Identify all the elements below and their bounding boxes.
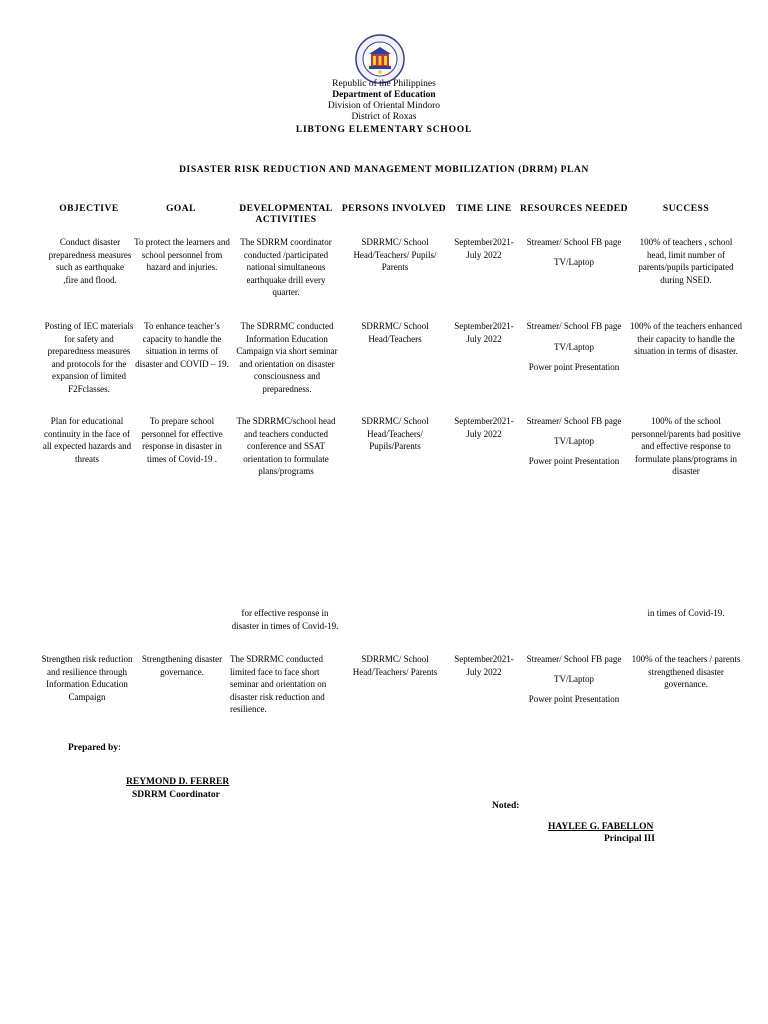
col-success: SUCCESS	[662, 204, 710, 214]
row2-success: 100% of the teachers enhanced their capacity to handle the situation in terms of disaster.	[630, 321, 742, 357]
row4-activities: The SDRRMC conducted limited face to face short seminar and orientation on disaster risk reduction and resilience.	[230, 654, 327, 715]
prepared-by-block	[68, 743, 121, 753]
header-division: Division of Oriental Mindoro	[327, 101, 441, 111]
row1-objective: Conduct disaster preparedness measures such as earthquake ,fire and flood.	[48, 237, 132, 285]
col-timeline: TIME LINE	[456, 204, 512, 214]
row3-resource-2: TV/Laptop	[554, 436, 594, 446]
row3-goal: To prepare school personnel for effective response in disaster in times of Covid-19 .	[141, 416, 223, 464]
row2-activities: The SDRRMC conducted Information Education Campaign via short seminar and orientation on disaster consciousness and preparedness.	[236, 321, 338, 394]
row3-success-continued: in times of Covid-19.	[647, 608, 725, 618]
row2-resource-1: Streamer/ School FB page	[526, 321, 622, 331]
row3-success: 100% of the school personnel/parents had positive and effective response to formulate plans/programs in disaster	[631, 416, 741, 477]
row2-objective: Posting of IEC materials for safety and preparedness measures and protocols for the expansion of limited F2Fclasses.	[44, 321, 134, 394]
row3-activities-continued: for effective response in disaster in times of Covid-19.	[231, 608, 339, 631]
row2-resource-2: TV/Laptop	[554, 342, 594, 352]
row4-persons: SDRRMC/ School Head/Teachers/ Parents	[352, 654, 438, 677]
row3-objective: Plan for educational continuity in the face of all expected hazards and threats	[42, 416, 132, 464]
row1-goal: To protect the learners and school personnel from hazard and injuries.	[134, 237, 230, 273]
noter-role: Principal III	[604, 834, 655, 844]
row4-timeline: September2021- July 2022	[454, 654, 514, 677]
row1-success: 100% of teachers , school head, limit number of parents/pupils participated during NSED.	[638, 237, 734, 285]
row4-goal: Strengthening disaster governance.	[141, 654, 223, 677]
row3-activities: The SDRRMC/school head and teachers conducted conference and SSAT orientation to formulate plans/programs	[236, 416, 336, 477]
prepared-by-label: Prepared by	[68, 743, 119, 753]
header-department: Department of Education	[332, 90, 436, 100]
row4-resource-2: TV/Laptop	[554, 674, 594, 684]
row4-resource-1: Streamer/ School FB page	[526, 654, 622, 664]
row1-activities: The SDRRM coordinator conducted /participated national simultaneous earthquake drill every quarter.	[240, 237, 332, 298]
noted-label: Noted:	[492, 801, 520, 811]
col-goal: GOAL	[166, 204, 196, 214]
prepared-by-colon: :	[118, 743, 121, 753]
noter-name: HAYLEE G. FABELLON	[548, 822, 654, 832]
row3-persons: SDRRMC/ School Head/Teachers/ Pupils/Parents	[361, 416, 429, 452]
preparer-name: REYMOND D. FERRER	[126, 777, 230, 787]
preparer-role: SDRRM Coordinator	[132, 790, 220, 800]
row2-goal: To enhance teacher’s capacity to handle the situation in terms of disaster and COVID – 19.	[135, 321, 229, 369]
col-resources: RESOURCES NEEDED	[519, 204, 629, 214]
header-country: Republic of the Philippines	[332, 79, 436, 89]
header-school: LIBTONG ELEMENTARY SCHOOL	[295, 125, 473, 135]
col-persons: PERSONS INVOLVED	[341, 204, 447, 214]
row2-timeline: September2021- July 2022	[454, 321, 514, 344]
row3-timeline: September2021- July 2022	[454, 416, 514, 439]
col-objective: OBJECTIVE	[59, 204, 119, 214]
row2-resource-3: Power point Presentation	[528, 362, 620, 372]
deped-seal-logo	[355, 34, 405, 84]
row1-persons: SDRRMC/ School Head/Teachers/ Pupils/ Parents	[353, 237, 437, 273]
row4-objective: Strengthen risk reduction and resilience through Information Education Campaign	[41, 654, 133, 702]
row4-success: 100% of the teachers / parents strengthened disaster governance.	[631, 654, 741, 690]
row1-timeline: September2021- July 2022	[454, 237, 514, 260]
col-activities: DEVELOPMENTAL ACTIVITIES	[239, 204, 333, 225]
row3-resource-3: Power point Presentation	[528, 456, 620, 466]
row1-resource-1: Streamer/ School FB page	[526, 237, 622, 247]
row2-persons: SDRRMC/ School Head/Teachers	[361, 321, 429, 344]
row1-resource-2: TV/Laptop	[554, 257, 594, 267]
row3-resource-1: Streamer/ School FB page	[526, 416, 622, 426]
document-title: DISASTER RISK REDUCTION AND MANAGEMENT MOBILIZATION (DRRM) PLAN	[179, 165, 589, 175]
header-district: District of Roxas	[351, 112, 417, 122]
row4-resource-3: Power point Presentation	[528, 694, 620, 704]
